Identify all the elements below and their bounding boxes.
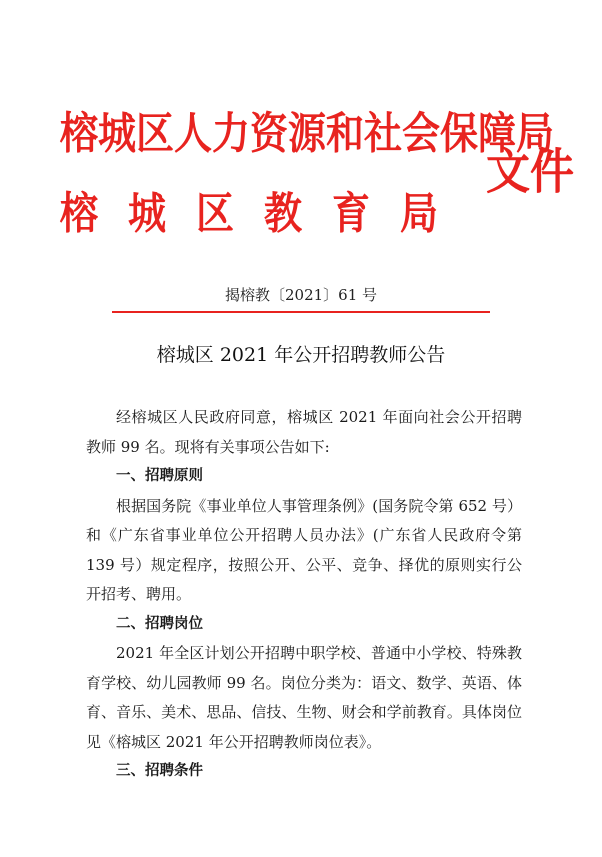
document-number: 揭榕教〔2021〕61 号	[224, 286, 378, 304]
section-text-principles: 根据国务院《事业单位人事管理条例》(国务院令第 652 号）和《广东省事业单位公开招聘人员办法》(广东省人民政府令第 139 号）规定程序，按照公开、公平、竞争、择优的原则实行公开招考、聘用。	[86, 496, 522, 603]
document-title: 榕城区 2021 年公开招聘教师公告	[156, 344, 446, 366]
section-text-positions: 2021 年全区计划公开招聘中职学校、普通中小学校、特殊教育学校、幼儿园教师 99 名。岗位分类为：语文、数学、英语、体育、音乐、美术、思品、信技、生物、财会和学前教育。具体岗位见《榕城区 2021 年公开招聘教师岗位表》。	[86, 644, 522, 751]
section-heading-positions: 二、招聘岗位	[116, 615, 203, 632]
intro-paragraph: 经榕城区人民政府同意，榕城区 2021 年面向社会公开招聘教师 99 名。现将有关事项公告如下:	[86, 408, 522, 456]
document-label: 文件	[486, 144, 574, 201]
issuing-org-education-bureau: 榕城区教育局	[60, 187, 469, 239]
section-heading-conditions: 三、招聘条件	[116, 763, 203, 779]
document-body	[86, 403, 522, 787]
section-heading-principles: 一、招聘原则	[116, 468, 203, 484]
issuing-org-hr-bureau: 榕城区人力资源和社会保障局	[60, 107, 555, 159]
red-divider-line	[112, 311, 490, 313]
